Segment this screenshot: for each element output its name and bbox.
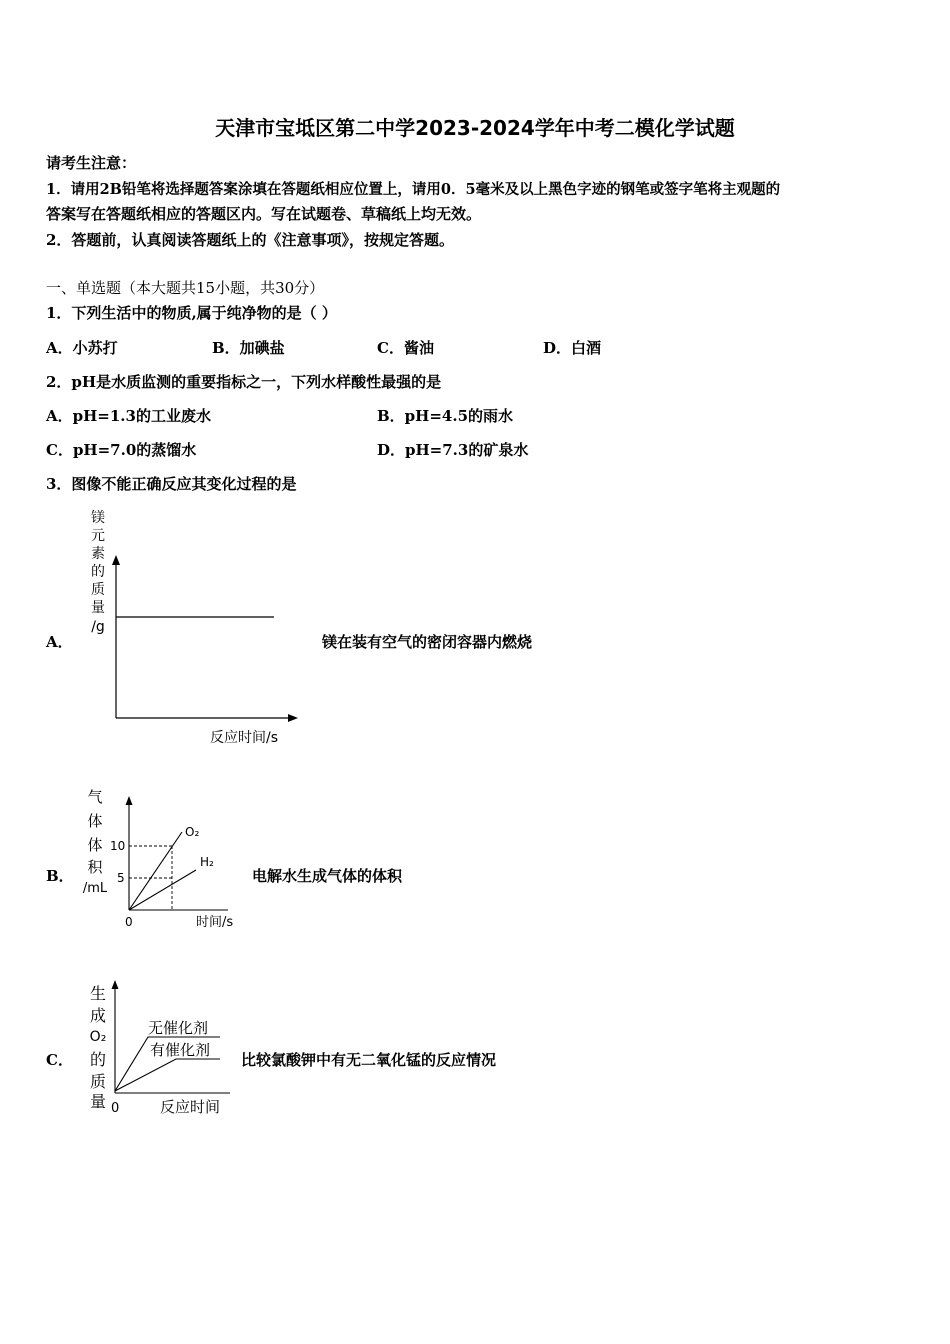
graph-c-with-catalyst-label: 有催化剂 bbox=[150, 1041, 211, 1059]
section-heading: 一、单选题（本大题共15小题，共30分） bbox=[46, 279, 325, 297]
q2-option-b[interactable]: B．pH=4.5的雨水 bbox=[377, 407, 514, 425]
graph-b-ylabel-2: 体 bbox=[87, 812, 103, 830]
graph-a-xlabel: 反应时间/s bbox=[210, 730, 279, 746]
notice-line-1a: 1．请用2B铅笔将选择题答案涂填在答题纸相应位置上，请用0．5毫米及以上黑色字迹的钢笔或签字笔将主观题的 bbox=[46, 181, 781, 198]
graph-c-ylabel-4: 的 bbox=[89, 1050, 107, 1069]
graph-a bbox=[80, 505, 310, 750]
notice-heading: 请考生注意： bbox=[46, 154, 137, 172]
graph-b-ylabel-3: 体 bbox=[87, 836, 103, 854]
graph-b-tick-10: 10 bbox=[110, 839, 126, 853]
notice-line-1b: 答案写在答题纸相应的答题区内。写在试题卷、草稿纸上均无效。 bbox=[46, 205, 482, 223]
q1-option-c[interactable]: C．酱油 bbox=[377, 339, 434, 357]
graph-a-ylabel-4: 的 bbox=[91, 564, 105, 580]
graph-b-ylabel-1: 气 bbox=[87, 788, 103, 806]
q3-option-a-label[interactable]: A． bbox=[46, 633, 73, 651]
graph-a-y-arrow bbox=[112, 555, 120, 565]
graph-b-y-arrow bbox=[126, 796, 133, 805]
graph-c bbox=[80, 975, 240, 1120]
graph-a-ylabel-3: 素 bbox=[91, 546, 105, 562]
graph-b-ylabel-5: /mL bbox=[82, 881, 108, 896]
graph-b-xlabel: 时间/s bbox=[196, 915, 234, 930]
graph-c-no-catalyst-label: 无催化剂 bbox=[148, 1019, 209, 1037]
graph-c-y-arrow bbox=[112, 980, 119, 989]
q1-option-b[interactable]: B．加碘盐 bbox=[212, 339, 285, 357]
q2-option-a[interactable]: A．pH=1.3的工业废水 bbox=[46, 407, 211, 425]
notice-line-2: 2．答题前，认真阅读答题纸上的《注意事项》，按规定答题。 bbox=[46, 231, 454, 249]
graph-a-ylabel-2: 元 bbox=[91, 528, 105, 544]
q3-option-c-desc: 比较氯酸钾中有无二氧化锰的反应情况 bbox=[241, 1051, 497, 1069]
q1-option-d[interactable]: D．白酒 bbox=[543, 339, 602, 357]
q3-option-c-label[interactable]: C． bbox=[46, 1051, 73, 1069]
graph-c-xlabel: 反应时间 bbox=[160, 1098, 221, 1116]
graph-c-with-catalyst-curve bbox=[115, 1059, 220, 1091]
graph-c-ylabel-3: O₂ bbox=[89, 1029, 107, 1045]
graph-c-ylabel-2: 成 bbox=[89, 1006, 107, 1025]
graph-a-ylabel-7: /g bbox=[91, 619, 105, 635]
graph-b-h2-label: H₂ bbox=[200, 855, 214, 869]
q2-stem: 2．pH是水质监测的重要指标之一，下列水样酸性最强的是 bbox=[46, 373, 442, 391]
graph-a-ylabel-1: 镁 bbox=[91, 510, 105, 526]
graph-b-o2-label: O₂ bbox=[185, 825, 200, 839]
graph-c-ylabel-6: 量 bbox=[89, 1092, 107, 1111]
graph-b-o2-line bbox=[129, 832, 182, 910]
graph-a-ylabel-6: 量 bbox=[91, 600, 105, 616]
graph-a-ylabel-5: 质 bbox=[91, 582, 105, 598]
graph-b-tick-5: 5 bbox=[117, 871, 125, 885]
q3-option-a-desc: 镁在装有空气的密闭容器内燃烧 bbox=[322, 633, 533, 651]
graph-b bbox=[78, 786, 243, 932]
page-title: 天津市宝坻区第二中学2023-2024学年中考二模化学试题 bbox=[215, 116, 735, 140]
graph-a-x-arrow bbox=[288, 714, 298, 722]
graph-c-ylabel-1: 生 bbox=[89, 984, 107, 1003]
q3-option-b-desc: 电解水生成气体的体积 bbox=[252, 867, 403, 885]
q3-option-b-label[interactable]: B． bbox=[46, 867, 74, 885]
q2-option-c[interactable]: C．pH=7.0的蒸馏水 bbox=[46, 441, 197, 459]
q3-stem: 3．图像不能正确反应其变化过程的是 bbox=[46, 475, 297, 493]
q1-option-a[interactable]: A．小苏打 bbox=[46, 339, 118, 357]
graph-b-ylabel-4: 积 bbox=[87, 858, 103, 876]
q2-option-d[interactable]: D．pH=7.3的矿泉水 bbox=[377, 441, 529, 459]
graph-b-origin: 0 bbox=[125, 915, 133, 929]
graph-c-ylabel-5: 质 bbox=[89, 1072, 107, 1091]
q1-stem: 1．下列生活中的物质,属于纯净物的是（ ） bbox=[46, 304, 337, 322]
graph-b-h2-line bbox=[129, 870, 196, 910]
graph-c-origin: 0 bbox=[111, 1101, 120, 1116]
